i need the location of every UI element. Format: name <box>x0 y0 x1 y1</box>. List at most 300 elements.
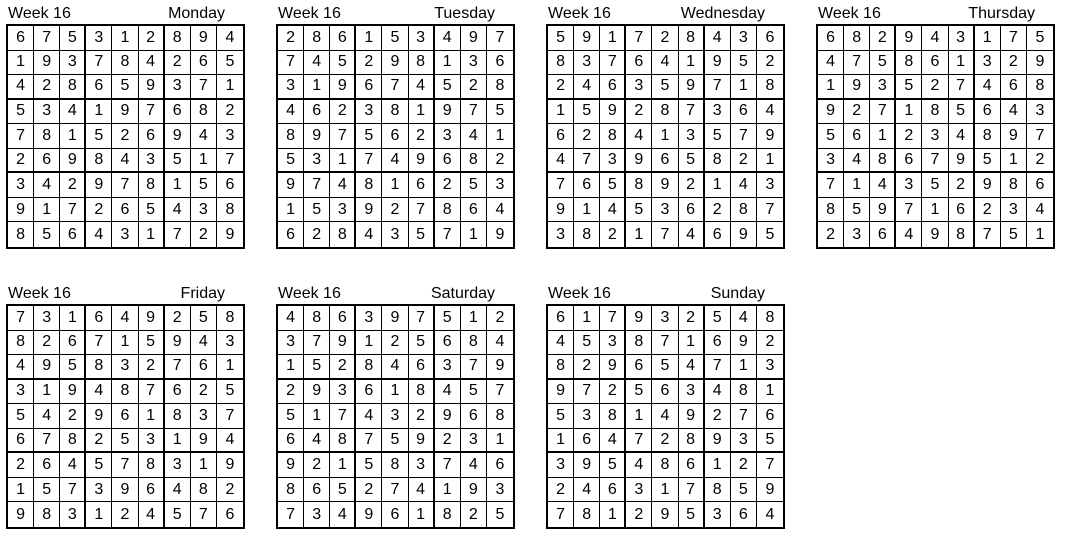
sudoku-cell: 9 <box>461 478 487 503</box>
sudoku-cell: 6 <box>626 51 652 76</box>
sudoku-cell: 8 <box>165 404 191 429</box>
sudoku-cell: 3 <box>217 331 243 356</box>
sudoku-cell: 7 <box>548 173 574 198</box>
sudoku-cell: 4 <box>304 429 330 454</box>
day-label: Friday <box>180 285 225 302</box>
sudoku-cell: 9 <box>409 149 435 174</box>
sudoku-cell: 9 <box>86 173 112 198</box>
sudoku-cell: 8 <box>461 149 487 174</box>
sudoku-cell: 2 <box>165 51 191 76</box>
sudoku-cell: 3 <box>870 75 896 100</box>
sudoku-cell: 2 <box>330 100 356 125</box>
sudoku-cell: 4 <box>705 26 731 51</box>
sudoku-cell: 9 <box>278 453 304 478</box>
sudoku-cell: 1 <box>626 222 652 247</box>
sudoku-cell: 1 <box>975 26 1001 51</box>
sudoku-cell: 6 <box>600 478 626 503</box>
sudoku-cell: 3 <box>1001 198 1027 223</box>
sudoku-cell: 6 <box>304 478 330 503</box>
sudoku-cell: 3 <box>922 124 948 149</box>
sudoku-cell: 4 <box>487 198 513 223</box>
sudoku-cell: 2 <box>112 124 138 149</box>
sudoku-cell: 2 <box>818 222 844 247</box>
sudoku-cell: 9 <box>652 173 678 198</box>
sudoku-cell: 6 <box>975 100 1001 125</box>
sudoku-cell: 4 <box>896 222 922 247</box>
sudoku-cell: 8 <box>139 173 165 198</box>
day-label: Tuesday <box>434 5 495 22</box>
sudoku-cell: 4 <box>574 478 600 503</box>
sudoku-cell: 3 <box>139 149 165 174</box>
sudoku-cell: 5 <box>278 404 304 429</box>
sudoku-cell: 4 <box>139 51 165 76</box>
sudoku-cell: 5 <box>409 222 435 247</box>
sudoku-cell: 8 <box>356 173 382 198</box>
sudoku-cell: 1 <box>86 502 112 527</box>
sudoku-cell: 3 <box>382 222 408 247</box>
sudoku-cell: 6 <box>1027 173 1053 198</box>
sudoku-cell: 7 <box>34 429 60 454</box>
sudoku-puzzle-sunday <box>546 283 818 535</box>
sudoku-cell: 3 <box>278 75 304 100</box>
sudoku-cell: 4 <box>165 478 191 503</box>
sudoku-cell: 5 <box>435 306 461 331</box>
sudoku-cell: 6 <box>165 380 191 405</box>
sudoku-cell: 4 <box>844 149 870 174</box>
sudoku-cell: 5 <box>139 331 165 356</box>
sudoku-cell: 1 <box>757 149 783 174</box>
sudoku-cell: 9 <box>191 26 217 51</box>
sudoku-cell: 6 <box>731 100 757 125</box>
sudoku-cell: 8 <box>409 51 435 76</box>
sudoku-cell: 7 <box>487 26 513 51</box>
sudoku-cell: 8 <box>870 149 896 174</box>
sudoku-cell: 9 <box>382 51 408 76</box>
sudoku-cell: 5 <box>548 26 574 51</box>
sudoku-cell: 9 <box>217 453 243 478</box>
sudoku-cell: 9 <box>757 478 783 503</box>
sudoku-cell: 6 <box>191 355 217 380</box>
sudoku-cell: 3 <box>949 26 975 51</box>
sudoku-cell: 5 <box>870 51 896 76</box>
sudoku-cell: 6 <box>548 306 574 331</box>
sudoku-cell: 7 <box>705 75 731 100</box>
sudoku-cell: 8 <box>278 478 304 503</box>
sudoku-cell: 3 <box>60 51 86 76</box>
sudoku-cell: 8 <box>705 149 731 174</box>
sudoku-cell: 6 <box>304 100 330 125</box>
sudoku-cell: 9 <box>112 100 138 125</box>
sudoku-cell: 5 <box>922 173 948 198</box>
sudoku-cell: 3 <box>487 478 513 503</box>
sudoku-cell: 5 <box>330 478 356 503</box>
sudoku-cell: 7 <box>112 453 138 478</box>
sudoku-cell: 3 <box>757 355 783 380</box>
sudoku-cell: 8 <box>8 222 34 247</box>
sudoku-cell: 2 <box>548 75 574 100</box>
sudoku-cell: 4 <box>60 100 86 125</box>
sudoku-cell: 5 <box>34 222 60 247</box>
puzzle-header <box>276 3 546 24</box>
puzzle-header <box>816 3 1065 24</box>
sudoku-cell: 7 <box>818 173 844 198</box>
sudoku-cell: 7 <box>191 75 217 100</box>
sudoku-cell: 2 <box>757 51 783 76</box>
sudoku-cell: 3 <box>705 100 731 125</box>
sudoku-cell: 9 <box>34 355 60 380</box>
sudoku-cell: 6 <box>60 222 86 247</box>
sudoku-cell: 3 <box>679 124 705 149</box>
sudoku-cell: 9 <box>705 51 731 76</box>
sudoku-cell: 8 <box>304 26 330 51</box>
sudoku-cell: 8 <box>34 502 60 527</box>
sudoku-cell: 4 <box>487 331 513 356</box>
sudoku-cell: 8 <box>86 149 112 174</box>
sudoku-cell: 5 <box>112 75 138 100</box>
sudoku-cell: 8 <box>626 331 652 356</box>
sudoku-cell: 3 <box>652 306 678 331</box>
sudoku-cell: 2 <box>435 429 461 454</box>
sudoku-cell: 5 <box>330 51 356 76</box>
sudoku-cell: 1 <box>304 404 330 429</box>
sudoku-cell: 5 <box>731 478 757 503</box>
sudoku-cell: 4 <box>731 173 757 198</box>
sudoku-cell: 5 <box>461 380 487 405</box>
puzzle-header <box>546 3 816 24</box>
sudoku-cell: 8 <box>949 222 975 247</box>
sudoku-cell: 4 <box>356 404 382 429</box>
sudoku-cell: 4 <box>304 51 330 76</box>
sudoku-cell: 2 <box>278 380 304 405</box>
sudoku-cell: 5 <box>304 355 330 380</box>
sudoku-cell: 6 <box>139 124 165 149</box>
sudoku-cell: 6 <box>652 380 678 405</box>
sudoku-cell: 4 <box>409 75 435 100</box>
sudoku-cell: 8 <box>574 502 600 527</box>
sudoku-cell: 1 <box>574 198 600 223</box>
sudoku-cell: 4 <box>626 453 652 478</box>
sudoku-cell: 6 <box>278 222 304 247</box>
sudoku-cell: 5 <box>8 100 34 125</box>
sudoku-cell: 7 <box>304 331 330 356</box>
sudoku-cell: 3 <box>487 173 513 198</box>
sudoku-cell: 9 <box>896 26 922 51</box>
sudoku-cell: 5 <box>844 198 870 223</box>
sudoku-cell: 1 <box>217 75 243 100</box>
sudoku-cell: 7 <box>844 51 870 76</box>
sudoku-cell: 8 <box>382 100 408 125</box>
sudoku-cell: 5 <box>165 502 191 527</box>
sudoku-cell: 1 <box>949 51 975 76</box>
sudoku-cell: 1 <box>409 502 435 527</box>
sudoku-cell: 7 <box>487 380 513 405</box>
sudoku-cell: 2 <box>922 75 948 100</box>
sudoku-cell: 4 <box>191 124 217 149</box>
sudoku-cell: 9 <box>356 198 382 223</box>
sudoku-cell: 1 <box>165 429 191 454</box>
sudoku-cell: 5 <box>574 331 600 356</box>
sudoku-cell: 9 <box>112 478 138 503</box>
sudoku-cell: 1 <box>652 124 678 149</box>
sudoku-cell: 2 <box>652 429 678 454</box>
sudoku-cell: 7 <box>330 404 356 429</box>
sudoku-cell: 1 <box>356 331 382 356</box>
sudoku-cell: 3 <box>975 51 1001 76</box>
sudoku-cell: 1 <box>278 355 304 380</box>
sudoku-cell: 6 <box>112 198 138 223</box>
sudoku-cell: 9 <box>600 355 626 380</box>
sudoku-cell: 6 <box>679 198 705 223</box>
sudoku-cell: 6 <box>757 26 783 51</box>
sudoku-cell: 7 <box>330 124 356 149</box>
sudoku-cell: 3 <box>356 100 382 125</box>
sudoku-cell: 5 <box>705 124 731 149</box>
sudoku-cell: 6 <box>112 404 138 429</box>
sudoku-cell: 2 <box>356 478 382 503</box>
sudoku-cell: 4 <box>705 380 731 405</box>
sudoku-cell: 6 <box>191 51 217 76</box>
sudoku-cell: 1 <box>191 453 217 478</box>
sudoku-cell: 1 <box>679 331 705 356</box>
sudoku-cell: 2 <box>165 306 191 331</box>
sudoku-grid <box>6 304 245 529</box>
sudoku-cell: 7 <box>304 173 330 198</box>
sudoku-cell: 9 <box>487 355 513 380</box>
sudoku-cell: 6 <box>896 149 922 174</box>
sudoku-cell: 1 <box>330 149 356 174</box>
sudoku-cell: 4 <box>356 222 382 247</box>
sudoku-cell: 7 <box>435 453 461 478</box>
sudoku-cell: 8 <box>330 429 356 454</box>
sudoku-cell: 1 <box>8 478 34 503</box>
sudoku-cell: 1 <box>705 173 731 198</box>
sudoku-cell: 4 <box>382 149 408 174</box>
sudoku-cell: 4 <box>870 173 896 198</box>
sudoku-cell: 9 <box>757 124 783 149</box>
sudoku-cell: 9 <box>548 380 574 405</box>
sudoku-cell: 5 <box>86 453 112 478</box>
sudoku-cell: 7 <box>165 355 191 380</box>
sudoku-cell: 8 <box>191 100 217 125</box>
sudoku-cell: 2 <box>731 453 757 478</box>
sudoku-cell: 5 <box>112 429 138 454</box>
sudoku-cell: 7 <box>652 331 678 356</box>
sudoku-cell: 4 <box>731 306 757 331</box>
sudoku-cell: 2 <box>139 355 165 380</box>
sudoku-cell: 9 <box>139 75 165 100</box>
sudoku-cell: 8 <box>600 404 626 429</box>
sudoku-cell: 7 <box>652 222 678 247</box>
sudoku-cell: 8 <box>487 404 513 429</box>
sudoku-cell: 6 <box>278 429 304 454</box>
sudoku-cell: 4 <box>679 222 705 247</box>
sudoku-cell: 6 <box>139 478 165 503</box>
sudoku-cell: 6 <box>949 198 975 223</box>
sudoku-cell: 1 <box>191 149 217 174</box>
puzzle-header <box>6 3 276 24</box>
sudoku-cell: 1 <box>435 478 461 503</box>
sudoku-cell: 3 <box>461 51 487 76</box>
sudoku-cell: 9 <box>435 100 461 125</box>
sudoku-cell: 4 <box>60 453 86 478</box>
sudoku-cell: 7 <box>356 149 382 174</box>
sudoku-cell: 4 <box>112 306 138 331</box>
sudoku-cell: 2 <box>1027 149 1053 174</box>
sudoku-cell: 3 <box>818 149 844 174</box>
sudoku-cell: 4 <box>652 51 678 76</box>
sudoku-cell: 2 <box>382 198 408 223</box>
week-label: Week 16 <box>8 5 71 22</box>
sudoku-cell: 9 <box>600 100 626 125</box>
sudoku-cell: 9 <box>705 429 731 454</box>
sudoku-cell: 9 <box>574 453 600 478</box>
sudoku-cell: 2 <box>975 198 1001 223</box>
sudoku-cell: 3 <box>330 380 356 405</box>
sudoku-cell: 9 <box>626 306 652 331</box>
sudoku-cell: 4 <box>949 124 975 149</box>
sudoku-cell: 4 <box>217 429 243 454</box>
sudoku-cell: 3 <box>165 453 191 478</box>
sudoku-cell: 5 <box>191 306 217 331</box>
sudoku-cell: 5 <box>818 124 844 149</box>
sudoku-cell: 9 <box>356 502 382 527</box>
sudoku-cell: 3 <box>304 149 330 174</box>
sudoku-cell: 3 <box>1027 100 1053 125</box>
sudoku-cell: 7 <box>626 26 652 51</box>
sudoku-cell: 3 <box>60 502 86 527</box>
sudoku-cell: 4 <box>818 51 844 76</box>
sudoku-cell: 4 <box>165 198 191 223</box>
sudoku-cell: 3 <box>86 478 112 503</box>
sudoku-cell: 3 <box>217 124 243 149</box>
sudoku-cell: 1 <box>409 100 435 125</box>
sudoku-cell: 5 <box>217 51 243 76</box>
sudoku-cell: 8 <box>652 453 678 478</box>
sudoku-cell: 5 <box>165 149 191 174</box>
sudoku-cell: 6 <box>574 173 600 198</box>
sudoku-cell: 2 <box>278 26 304 51</box>
sudoku-cell: 7 <box>86 331 112 356</box>
sudoku-cell: 7 <box>574 149 600 174</box>
sudoku-cell: 4 <box>574 75 600 100</box>
sudoku-cell: 2 <box>304 222 330 247</box>
sudoku-cell: 8 <box>139 453 165 478</box>
sudoku-cell: 7 <box>679 100 705 125</box>
sudoku-cell: 7 <box>278 502 304 527</box>
sudoku-cell: 1 <box>679 51 705 76</box>
sudoku-cell: 9 <box>731 331 757 356</box>
sudoku-cell: 8 <box>600 124 626 149</box>
sudoku-cell: 7 <box>1027 124 1053 149</box>
sudoku-cell: 4 <box>1027 198 1053 223</box>
sudoku-cell: 5 <box>304 198 330 223</box>
sudoku-cell: 2 <box>191 222 217 247</box>
sudoku-cell: 6 <box>487 51 513 76</box>
sudoku-cell: 1 <box>487 429 513 454</box>
sudoku-cell: 3 <box>626 478 652 503</box>
sudoku-cell: 7 <box>731 404 757 429</box>
sudoku-grid <box>276 304 515 529</box>
sudoku-cell: 2 <box>60 404 86 429</box>
sudoku-cell: 3 <box>86 26 112 51</box>
sudoku-cell: 8 <box>435 198 461 223</box>
sudoku-cell: 2 <box>757 331 783 356</box>
sudoku-cell: 2 <box>8 149 34 174</box>
sudoku-cell: 5 <box>679 149 705 174</box>
sudoku-cell: 7 <box>949 75 975 100</box>
sudoku-cell: 1 <box>548 429 574 454</box>
sudoku-cell: 8 <box>818 198 844 223</box>
sudoku-cell: 6 <box>487 453 513 478</box>
sudoku-grid <box>6 24 245 249</box>
sudoku-cell: 3 <box>34 100 60 125</box>
sudoku-cell: 9 <box>548 198 574 223</box>
sudoku-cell: 7 <box>600 51 626 76</box>
sudoku-cell: 7 <box>8 306 34 331</box>
sudoku-cell: 9 <box>304 124 330 149</box>
sudoku-cell: 4 <box>600 429 626 454</box>
sudoku-cell: 2 <box>731 149 757 174</box>
sudoku-puzzle-wednesday <box>546 3 818 255</box>
sudoku-cell: 5 <box>600 453 626 478</box>
sudoku-cell: 2 <box>626 100 652 125</box>
sudoku-cell: 2 <box>487 306 513 331</box>
sudoku-cell: 1 <box>139 404 165 429</box>
sudoku-cell: 2 <box>34 75 60 100</box>
sudoku-cell: 4 <box>330 502 356 527</box>
day-label: Wednesday <box>680 5 765 22</box>
sudoku-cell: 2 <box>574 124 600 149</box>
sudoku-cell: 8 <box>757 306 783 331</box>
sudoku-cell: 1 <box>705 453 731 478</box>
sudoku-cell: 2 <box>705 404 731 429</box>
sudoku-cell: 4 <box>278 306 304 331</box>
sudoku-cell: 7 <box>217 404 243 429</box>
sudoku-cell: 7 <box>217 149 243 174</box>
sudoku-cell: 3 <box>600 149 626 174</box>
sudoku-cell: 5 <box>487 100 513 125</box>
sudoku-cell: 5 <box>548 404 574 429</box>
sudoku-cell: 9 <box>278 173 304 198</box>
sudoku-cell: 9 <box>225 225 235 243</box>
sudoku-cell: 8 <box>574 222 600 247</box>
sudoku-cell: 7 <box>757 453 783 478</box>
sudoku-cell: 4 <box>278 100 304 125</box>
sudoku-cell: 5 <box>949 100 975 125</box>
sudoku-puzzle-thursday <box>816 3 1065 255</box>
sudoku-cell: 6 <box>382 124 408 149</box>
sudoku-cell: 9 <box>34 51 60 76</box>
sudoku-cell: 7 <box>278 51 304 76</box>
sudoku-cell: 5 <box>1001 222 1027 247</box>
sudoku-cell: 2 <box>382 331 408 356</box>
sudoku-cell: 8 <box>679 26 705 51</box>
sudoku-cell: 6 <box>86 75 112 100</box>
sudoku-cell: 4 <box>922 26 948 51</box>
sudoku-cell: 1 <box>304 75 330 100</box>
sudoku-cell: 8 <box>34 124 60 149</box>
sudoku-cell: 2 <box>461 502 487 527</box>
sudoku-cell: 4 <box>975 75 1001 100</box>
sudoku-cell: 6 <box>356 380 382 405</box>
sudoku-cell: 6 <box>435 149 461 174</box>
sudoku-cell: 1 <box>731 75 757 100</box>
sudoku-cell: 5 <box>574 100 600 125</box>
sudoku-cell: 1 <box>165 173 191 198</box>
sudoku-cell: 6 <box>86 306 112 331</box>
sudoku-cell: 1 <box>461 222 487 247</box>
sudoku-cell: 9 <box>1027 51 1053 76</box>
